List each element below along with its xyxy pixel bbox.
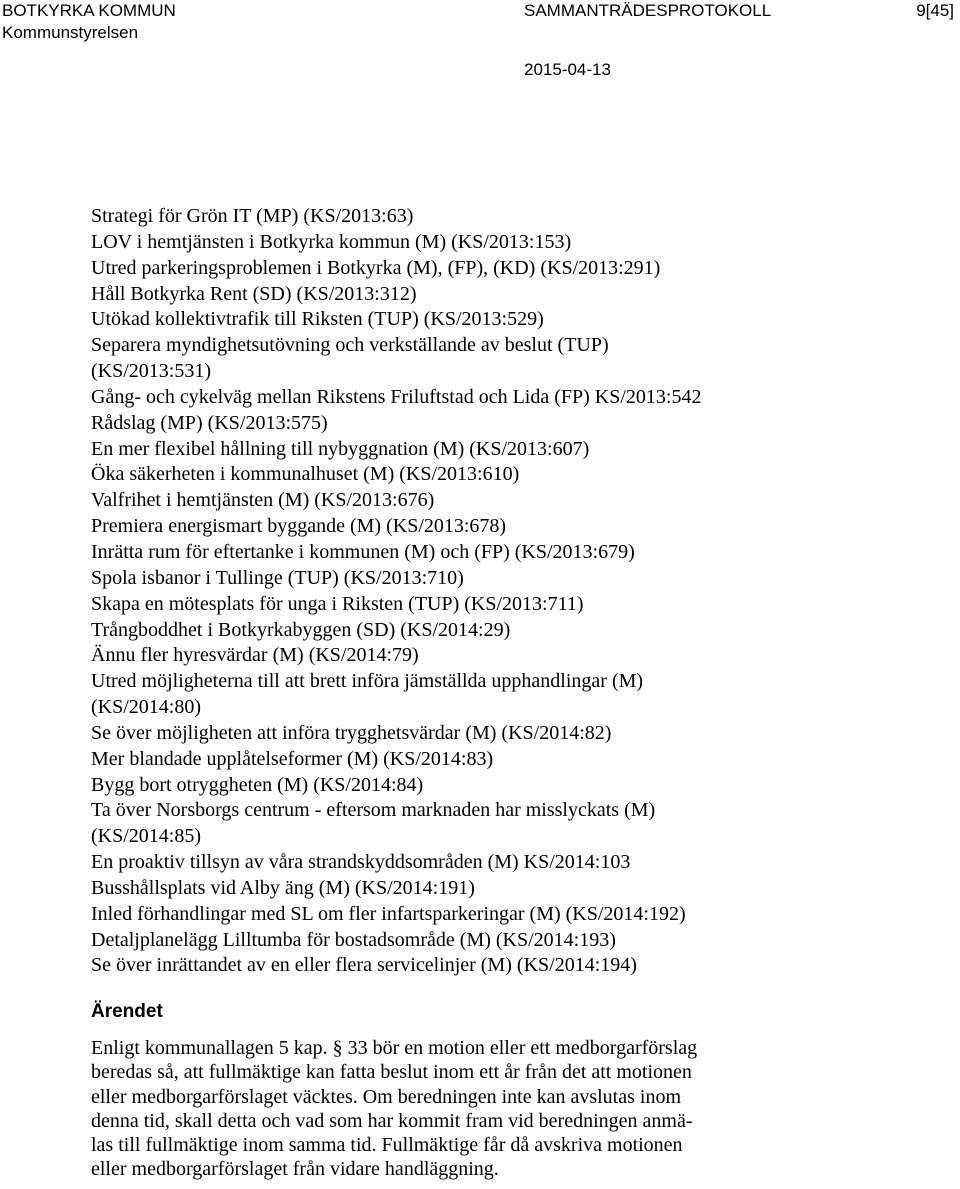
motion-list-item: Utökad kollektivtrafik till Riksten (TUP) (KS/2013:529) [91,308,544,331]
motion-list-item: Trångboddhet i Botkyrkabyggen (SD) (KS/2014:29) [91,618,511,641]
motion-list-item: Inled förhandlingar med SL om fler infartsparkeringar (M) (KS/2014:192) [91,902,686,925]
page-number: 9[45] [916,1,954,20]
motion-list-item: Premiera energismart byggande (M) (KS/2013:678) [91,515,507,538]
motion-list-item: (KS/2014:85) [91,825,201,848]
body-text-line: Enligt kommunallagen 5 kap. § 33 bör en motion eller ett medborgarförslag [91,1037,698,1059]
organization-name: BOTKYRKA KOMMUN [2,1,176,20]
motion-list-item: Busshållsplats vid Alby äng (M) (KS/2014:191) [91,876,475,899]
motion-list-item: LOV i hemtjänsten i Botkyrka kommun (M) (KS/2013:153) [91,230,572,253]
motion-list-item: Ännu fler hyresvärdar (M) (KS/2014:79) [91,644,419,667]
motion-list-item: Gång- och cykelväg mellan Rikstens Friluftstad och Lida (FP) KS/2013:542 [91,385,702,408]
motion-list-item: Inrätta rum för eftertanke i kommunen (M) och (FP) (KS/2013:679) [91,540,635,563]
motion-list-item: Valfrihet i hemtjänsten (M) (KS/2013:676) [91,489,435,512]
motion-list-item: En proaktiv tillsyn av våra strandskyddsområden (M) KS/2014:103 [91,851,631,874]
section-heading: Ärendet [91,1001,163,1022]
motion-list-item: Ta över Norsborgs centrum - eftersom marknaden har misslyckats (M) [91,799,656,822]
motion-list-item: Detaljplanelägg Lilltumba för bostadsområde (M) (KS/2014:193) [91,928,616,951]
motion-list-item: Se över möjligheten att införa trygghetsvärdar (M) (KS/2014:82) [91,721,612,744]
meeting-date: 2015-04-13 [524,60,611,79]
document-type: SAMMANTRÄDESPROTOKOLL [524,1,772,20]
motion-list-item: Spola isbanor i Tullinge (TUP) (KS/2013:710) [91,566,464,589]
motion-list [91,204,951,979]
unit-name: Kommunstyrelsen [2,23,139,42]
motion-list-item: Separera myndighetsutövning och verkställande av beslut (TUP) [91,334,609,357]
motion-list-item: En mer flexibel hållning till nybyggnation (M) (KS/2013:607) [91,437,590,460]
body-text-line: eller medborgarförslaget väcktes. Om beredningen inte kan avslutas inom [91,1085,681,1108]
page-header [0,0,960,90]
motion-list-item: Mer blandade upplåtelseformer (M) (KS/2014:83) [91,747,494,770]
body-text-line: beredas så, att fullmäktige kan fatta beslut inom ett år från det att motionen [91,1061,692,1084]
motion-list-item: Skapa en mötesplats för unga i Riksten (TUP) (KS/2013:711) [91,592,584,615]
motion-list-item: Öka säkerheten i kommunalhuset (M) (KS/2013:610) [91,463,520,486]
motion-list-item: Utred möjligheterna till att brett införa jämställda upphandlingar (M) [91,670,644,693]
motion-list-item: Se över inrättandet av en eller flera servicelinjer (M) (KS/2014:194) [91,954,637,977]
motion-list-item: (KS/2013:531) [91,360,211,383]
body-text-line: eller medborgarförslaget från vidare handläggning. [91,1158,499,1181]
body-text-line: las till fullmäktige inom samma tid. Fullmäktige får då avskriva motionen [91,1134,683,1157]
motion-list-item: Rådslag (MP) (KS/2013:575) [91,411,328,434]
motion-list-item: Utred parkeringsproblemen i Botkyrka (M), (FP), (KD) (KS/2013:291) [91,256,661,279]
motion-list-item: Håll Botkyrka Rent (SD) (KS/2013:312) [91,282,417,305]
body-text-line: denna tid, skall detta och vad som har kommit fram vid beredningen anmä- [91,1109,693,1132]
section-body [91,1036,951,1182]
motion-list-item: Bygg bort otryggheten (M) (KS/2014:84) [91,773,424,796]
motion-list-item: (KS/2014:80) [91,696,201,719]
motion-list-item: Strategi för Grön IT (MP) (KS/2013:63) [91,205,414,227]
